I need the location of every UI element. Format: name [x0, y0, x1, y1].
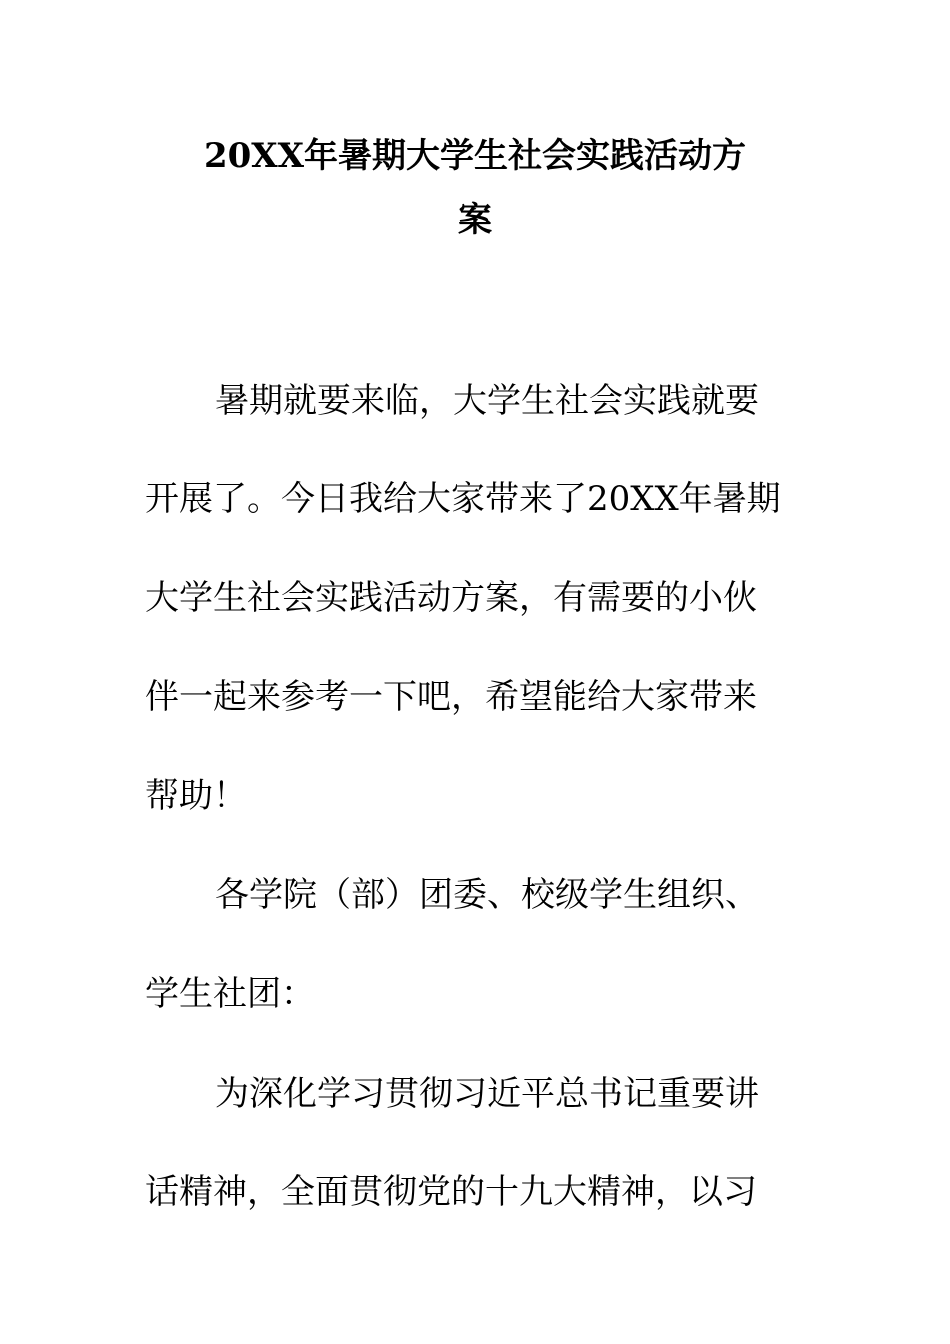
paragraph-3-line-2: 话精神，全面贯彻党的十九大精神，以习 [145, 1172, 757, 1212]
paragraph-1-line-4: 伴一起来参考一下吧，希望能给大家带来 [145, 677, 757, 717]
paragraph-3-line-1: 为深化学习贯彻习近平总书记重要讲 [215, 1074, 759, 1114]
paragraph-2-line-1: 各学院（部）团委、校级学生组织、 [215, 875, 759, 915]
paragraph-2-line-2: 学生社团： [145, 974, 315, 1014]
paragraph-1-line-5: 帮助！ [145, 776, 247, 816]
title-line-1: 20XX年暑期大学生社会实践活动方 [203, 136, 747, 176]
paragraph-1-line-2: 开展了。今日我给大家带来了20XX年暑期 [145, 479, 781, 519]
title-line-2: 案 [458, 200, 492, 240]
paragraph-1-line-1: 暑期就要来临，大学生社会实践就要 [215, 381, 759, 421]
paragraph-1-line-3: 大学生社会实践活动方案，有需要的小伙 [145, 578, 757, 618]
document-title [145, 124, 805, 252]
